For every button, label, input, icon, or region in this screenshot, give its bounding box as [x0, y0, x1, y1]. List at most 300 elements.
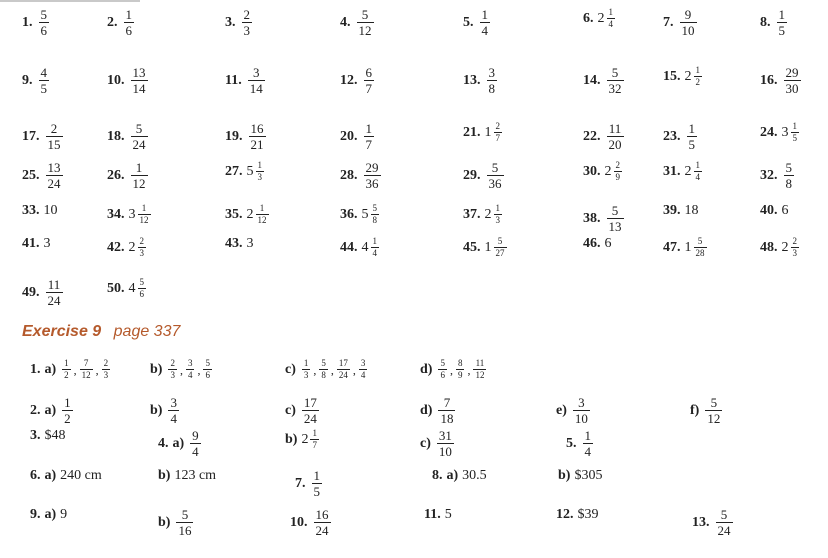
- numerator: 11: [475, 358, 485, 368]
- fraction: [310, 429, 319, 450]
- numerator: 1: [608, 7, 613, 17]
- denominator: 12: [707, 411, 721, 426]
- answer-number: 38.: [583, 210, 601, 226]
- answer-item: [692, 508, 735, 537]
- fraction: [705, 396, 722, 425]
- answer-number: 27.: [225, 163, 243, 179]
- denominator: 12: [475, 370, 485, 380]
- answer-item: [583, 8, 617, 29]
- answer-item: [150, 359, 214, 380]
- answer-item: [107, 8, 136, 37]
- denominator: 12: [81, 370, 91, 380]
- answer-number: 8.: [432, 468, 443, 483]
- fraction: [791, 237, 800, 258]
- denominator: 8: [372, 215, 377, 225]
- denominator: 24: [315, 523, 329, 538]
- part-label: b): [285, 431, 298, 447]
- part-label: a): [446, 468, 459, 483]
- denominator: 12: [257, 215, 267, 225]
- answer-number: 43.: [225, 236, 243, 251]
- answer-value: 5: [444, 507, 452, 522]
- answer-number: 19.: [225, 128, 243, 144]
- denominator: 3: [257, 172, 262, 182]
- numerator: 3: [360, 358, 366, 368]
- answer-number: 5.: [566, 435, 577, 451]
- answer-item: [158, 469, 216, 483]
- denominator: 3: [495, 215, 500, 225]
- denominator: 18: [440, 411, 454, 426]
- answer-item: [30, 469, 102, 483]
- numerator: 2: [170, 358, 175, 368]
- answer-item: [663, 204, 699, 218]
- denominator: 2: [64, 370, 69, 380]
- numerator: 5: [611, 65, 619, 80]
- numerator: 5: [321, 358, 326, 368]
- answer-number: 21.: [463, 124, 481, 140]
- mixed-whole: 1: [684, 239, 692, 255]
- answer-item: [340, 8, 376, 37]
- part-label: b): [150, 402, 163, 418]
- fraction: [784, 66, 801, 95]
- answer-number: 11.: [424, 507, 441, 522]
- numerator: 1: [695, 160, 700, 170]
- answer-item: [225, 161, 266, 182]
- denominator: 32: [608, 81, 622, 96]
- answer-number: 33.: [22, 203, 40, 218]
- fraction: [487, 161, 504, 190]
- fraction: [456, 359, 465, 380]
- part-label: b): [158, 514, 171, 530]
- answer-item: [225, 122, 268, 151]
- answer-number: 44.: [340, 239, 358, 255]
- numerator: 1: [64, 395, 71, 410]
- numerator: 8: [457, 358, 463, 368]
- denominator: 7: [312, 440, 317, 450]
- answer-value: 240 cm: [60, 468, 102, 483]
- answer-item: [22, 122, 65, 151]
- part-label: c): [420, 435, 431, 451]
- answer-item: [285, 359, 369, 380]
- answer-item: [556, 396, 592, 425]
- denominator: 24: [303, 411, 317, 426]
- fraction: [687, 122, 698, 151]
- answer-item: [225, 66, 267, 95]
- answer-number: 18.: [107, 128, 125, 144]
- numerator: 1: [303, 358, 309, 368]
- answer-item: [30, 396, 75, 425]
- numerator: 2: [243, 7, 250, 22]
- fraction: [138, 278, 147, 299]
- answer-number: 22.: [583, 128, 601, 144]
- answer-item: [663, 237, 709, 258]
- denominator: 24: [132, 137, 146, 152]
- denominator: 12: [132, 176, 146, 191]
- list-comma: ,: [449, 362, 453, 377]
- fraction: [46, 278, 63, 307]
- answer-item: [760, 8, 789, 37]
- answer-item: [30, 429, 66, 443]
- part-label: b): [158, 468, 171, 483]
- answer-number: 3.: [30, 428, 41, 443]
- numerator: 16: [250, 121, 264, 136]
- answer-item: [690, 396, 724, 425]
- part-label: e): [556, 402, 567, 418]
- answer-number: 30.: [583, 163, 601, 179]
- mixed-whole: 2: [684, 68, 692, 84]
- numerator: 1: [135, 160, 143, 175]
- list-comma: ,: [330, 362, 334, 377]
- denominator: 3: [792, 248, 797, 258]
- answer-item: [158, 508, 195, 537]
- answer-value: $39: [577, 507, 599, 522]
- denominator: 10: [438, 444, 452, 459]
- answer-value: $305: [574, 468, 603, 483]
- fraction: [312, 469, 323, 498]
- answer-item: [107, 122, 150, 151]
- numerator: 5: [205, 358, 210, 368]
- answer-item: [566, 429, 595, 458]
- numerator: 1: [365, 121, 372, 136]
- fraction: [371, 237, 380, 258]
- answer-item: [107, 237, 148, 258]
- answer-item: [463, 237, 509, 258]
- fraction: [607, 66, 624, 95]
- denominator: 5: [313, 484, 320, 499]
- answer-item: [463, 204, 504, 225]
- mixed-whole: 2: [484, 206, 492, 222]
- numerator: 3: [187, 358, 193, 368]
- numerator: 5: [181, 507, 189, 522]
- numerator: 3: [488, 65, 495, 80]
- fraction: [138, 204, 151, 225]
- answer-item: [30, 359, 112, 380]
- answer-number: 2.: [30, 402, 41, 418]
- top-border: [0, 0, 140, 2]
- fraction: [249, 122, 266, 151]
- answer-item: [295, 469, 324, 498]
- fraction: [190, 429, 201, 458]
- denominator: 24: [338, 370, 348, 380]
- numerator: 1: [141, 203, 147, 213]
- numerator: 5: [710, 395, 718, 410]
- answer-number: 35.: [225, 206, 243, 222]
- denominator: 3: [103, 370, 109, 380]
- part-label: d): [420, 402, 433, 418]
- answer-number: 48.: [760, 239, 778, 255]
- fraction: [39, 8, 50, 37]
- fraction: [364, 161, 381, 190]
- fraction: [364, 122, 375, 151]
- answer-number: 24.: [760, 124, 778, 140]
- numerator: 1: [313, 468, 320, 483]
- mixed-whole: 1: [484, 124, 492, 140]
- fraction: [438, 359, 447, 380]
- fraction: [203, 359, 212, 380]
- denominator: 14: [132, 81, 146, 96]
- answer-item: [420, 396, 457, 425]
- denominator: 4: [170, 411, 177, 426]
- numerator: 1: [312, 428, 317, 438]
- denominator: 24: [47, 293, 61, 308]
- numerator: 5: [139, 277, 144, 287]
- answer-item: [225, 8, 254, 37]
- numerator: 1: [584, 428, 591, 443]
- fraction: [784, 161, 795, 190]
- answer-item: [22, 66, 51, 95]
- answer-item: [760, 66, 803, 95]
- fraction: [359, 359, 368, 380]
- numerator: 2: [139, 236, 144, 246]
- part-label: a): [172, 435, 185, 451]
- fraction: [607, 8, 616, 29]
- fraction: [314, 508, 331, 537]
- answer-number: 9.: [30, 507, 41, 522]
- answer-number: 25.: [22, 167, 40, 183]
- list-comma: ,: [313, 362, 317, 377]
- fraction: [583, 429, 594, 458]
- numerator: 2: [495, 121, 500, 131]
- numerator: 1: [792, 121, 797, 131]
- fraction: [131, 66, 148, 95]
- answer-number: 1.: [22, 14, 33, 30]
- denominator: 3: [243, 23, 250, 38]
- answer-item: [107, 66, 150, 95]
- denominator: 8: [488, 81, 495, 96]
- fraction: [694, 161, 703, 182]
- answer-item: [432, 469, 487, 483]
- part-label: a): [44, 402, 57, 418]
- answer-number: 14.: [583, 72, 601, 88]
- fraction: [480, 8, 491, 37]
- denominator: 4: [187, 370, 193, 380]
- fraction: [46, 161, 63, 190]
- denominator: 3: [170, 370, 175, 380]
- denominator: 4: [192, 444, 199, 459]
- denominator: 6: [40, 23, 47, 38]
- numerator: 9: [684, 7, 692, 22]
- numerator: 5: [497, 236, 503, 246]
- answer-item: [22, 278, 65, 307]
- numerator: 2: [792, 236, 797, 246]
- answer-value: 3: [246, 236, 254, 251]
- answer-number: 39.: [663, 203, 681, 218]
- mixed-whole: 2: [597, 10, 605, 26]
- list-comma: ,: [352, 362, 356, 377]
- answer-number: 2.: [107, 14, 118, 30]
- fraction: [319, 359, 328, 380]
- numerator: 1: [495, 203, 500, 213]
- fraction: [176, 508, 193, 537]
- answer-number: 26.: [107, 167, 125, 183]
- mixed-whole: 5: [361, 206, 369, 222]
- answer-number: 23.: [663, 128, 681, 144]
- part-label: b): [150, 361, 163, 377]
- fraction: [607, 204, 624, 233]
- answer-number: 50.: [107, 280, 125, 296]
- answer-item: [340, 237, 381, 258]
- denominator: 2: [64, 411, 71, 426]
- fraction: [124, 8, 135, 37]
- denominator: 5: [792, 133, 797, 143]
- denominator: 3: [139, 248, 144, 258]
- fraction: [607, 122, 624, 151]
- answer-item: [30, 508, 67, 522]
- numerator: 7: [83, 358, 89, 368]
- answer-item: [663, 8, 699, 37]
- numerator: 17: [303, 395, 317, 410]
- list-comma: ,: [95, 362, 99, 377]
- answer-item: [420, 429, 456, 458]
- numerator: 2: [50, 121, 58, 136]
- numerator: 1: [64, 358, 69, 368]
- answer-item: [583, 204, 626, 233]
- answer-number: 47.: [663, 239, 681, 255]
- answer-item: [340, 204, 381, 225]
- denominator: 6: [205, 370, 210, 380]
- answer-value: $48: [44, 428, 66, 443]
- denominator: 27: [495, 248, 505, 258]
- answer-number: 45.: [463, 239, 481, 255]
- numerator: 1: [778, 7, 785, 22]
- denominator: 5: [778, 23, 785, 38]
- denominator: 4: [360, 370, 366, 380]
- fraction: [256, 204, 269, 225]
- answer-value: 30.5: [462, 468, 487, 483]
- denominator: 16: [178, 523, 192, 538]
- mixed-whole: 2: [604, 163, 612, 179]
- fraction: [337, 359, 350, 380]
- answer-item: [663, 122, 699, 151]
- answer-value: 18: [684, 203, 699, 218]
- fraction: [248, 66, 265, 95]
- mixed-whole: 4: [128, 280, 136, 296]
- numerator: 1: [372, 236, 377, 246]
- numerator: 6: [365, 65, 372, 80]
- numerator: 5: [372, 203, 377, 213]
- denominator: 4: [372, 248, 377, 258]
- denominator: 10: [574, 411, 588, 426]
- mixed-whole: 1: [484, 239, 492, 255]
- denominator: 20: [608, 137, 622, 152]
- answer-value: 123 cm: [174, 468, 217, 483]
- fraction: [494, 204, 503, 225]
- answer-number: 10.: [107, 72, 125, 88]
- denominator: 9: [615, 172, 620, 182]
- answer-number: 34.: [107, 206, 125, 222]
- numerator: 5: [361, 7, 369, 22]
- fraction: [242, 8, 253, 37]
- answer-number: 10.: [290, 514, 308, 530]
- denominator: 9: [457, 370, 463, 380]
- answer-value: 3: [43, 236, 51, 251]
- answer-value: 10: [43, 203, 58, 218]
- fraction: [438, 396, 455, 425]
- fraction: [39, 66, 50, 95]
- answer-number: 49.: [22, 284, 40, 300]
- fraction: [357, 8, 374, 37]
- numerator: 1: [257, 160, 262, 170]
- answer-item: [340, 161, 383, 190]
- answer-item: [107, 161, 150, 190]
- denominator: 12: [358, 23, 372, 38]
- answer-item: [22, 161, 65, 190]
- denominator: 24: [47, 176, 61, 191]
- denominator: 6: [440, 370, 445, 380]
- mixed-whole: 2: [246, 206, 254, 222]
- numerator: 31: [438, 428, 452, 443]
- numerator: 5: [697, 236, 703, 246]
- mixed-whole: 2: [301, 431, 309, 447]
- answer-number: 17.: [22, 128, 40, 144]
- answer-number: 42.: [107, 239, 125, 255]
- numerator: 5: [135, 121, 143, 136]
- denominator: 30: [785, 81, 799, 96]
- answer-number: 20.: [340, 128, 358, 144]
- part-label: a): [44, 361, 57, 377]
- numerator: 5: [491, 160, 499, 175]
- fraction: [494, 237, 507, 258]
- answer-number: 4.: [340, 14, 351, 30]
- denominator: 2: [695, 77, 700, 87]
- fraction: [371, 204, 380, 225]
- answer-number: 37.: [463, 206, 481, 222]
- answer-item: [340, 122, 376, 151]
- part-label: a): [44, 468, 57, 483]
- fraction: [302, 359, 311, 380]
- answer-item: [663, 66, 704, 87]
- part-label: c): [285, 361, 296, 377]
- mixed-whole: 2: [128, 239, 136, 255]
- answer-item: [760, 122, 801, 143]
- numerator: 1: [125, 7, 132, 22]
- answer-item: [558, 469, 602, 483]
- denominator: 14: [249, 81, 263, 96]
- numerator: 3: [578, 395, 585, 410]
- list-comma: ,: [467, 362, 471, 377]
- denominator: 15: [47, 137, 61, 152]
- answer-number: 7.: [663, 14, 674, 30]
- mixed-whole: 4: [361, 239, 369, 255]
- answer-value: 6: [604, 236, 612, 251]
- answer-number: 31.: [663, 163, 681, 179]
- answer-item: [663, 161, 704, 182]
- answer-item: [420, 359, 488, 380]
- numerator: 3: [252, 65, 260, 80]
- answer-number: 29.: [463, 167, 481, 183]
- denominator: 7: [495, 133, 500, 143]
- answer-item: [225, 237, 254, 251]
- numerator: 2: [103, 358, 109, 368]
- answer-item: [22, 8, 51, 37]
- list-comma: ,: [73, 362, 77, 377]
- answer-number: 28.: [340, 167, 358, 183]
- answer-number: 6.: [30, 468, 41, 483]
- numerator: 29: [365, 160, 379, 175]
- answer-item: [285, 396, 321, 425]
- denominator: 4: [481, 23, 488, 38]
- answer-item: [760, 161, 796, 190]
- fraction: [694, 237, 707, 258]
- answer-number: 6.: [583, 10, 594, 26]
- fraction: [777, 8, 788, 37]
- answer-item: [760, 237, 801, 258]
- mixed-whole: 3: [128, 206, 136, 222]
- answer-number: 16.: [760, 72, 778, 88]
- answer-number: 13.: [692, 514, 710, 530]
- fraction: [694, 66, 703, 87]
- answer-item: [290, 508, 333, 537]
- answer-number: 40.: [760, 203, 778, 218]
